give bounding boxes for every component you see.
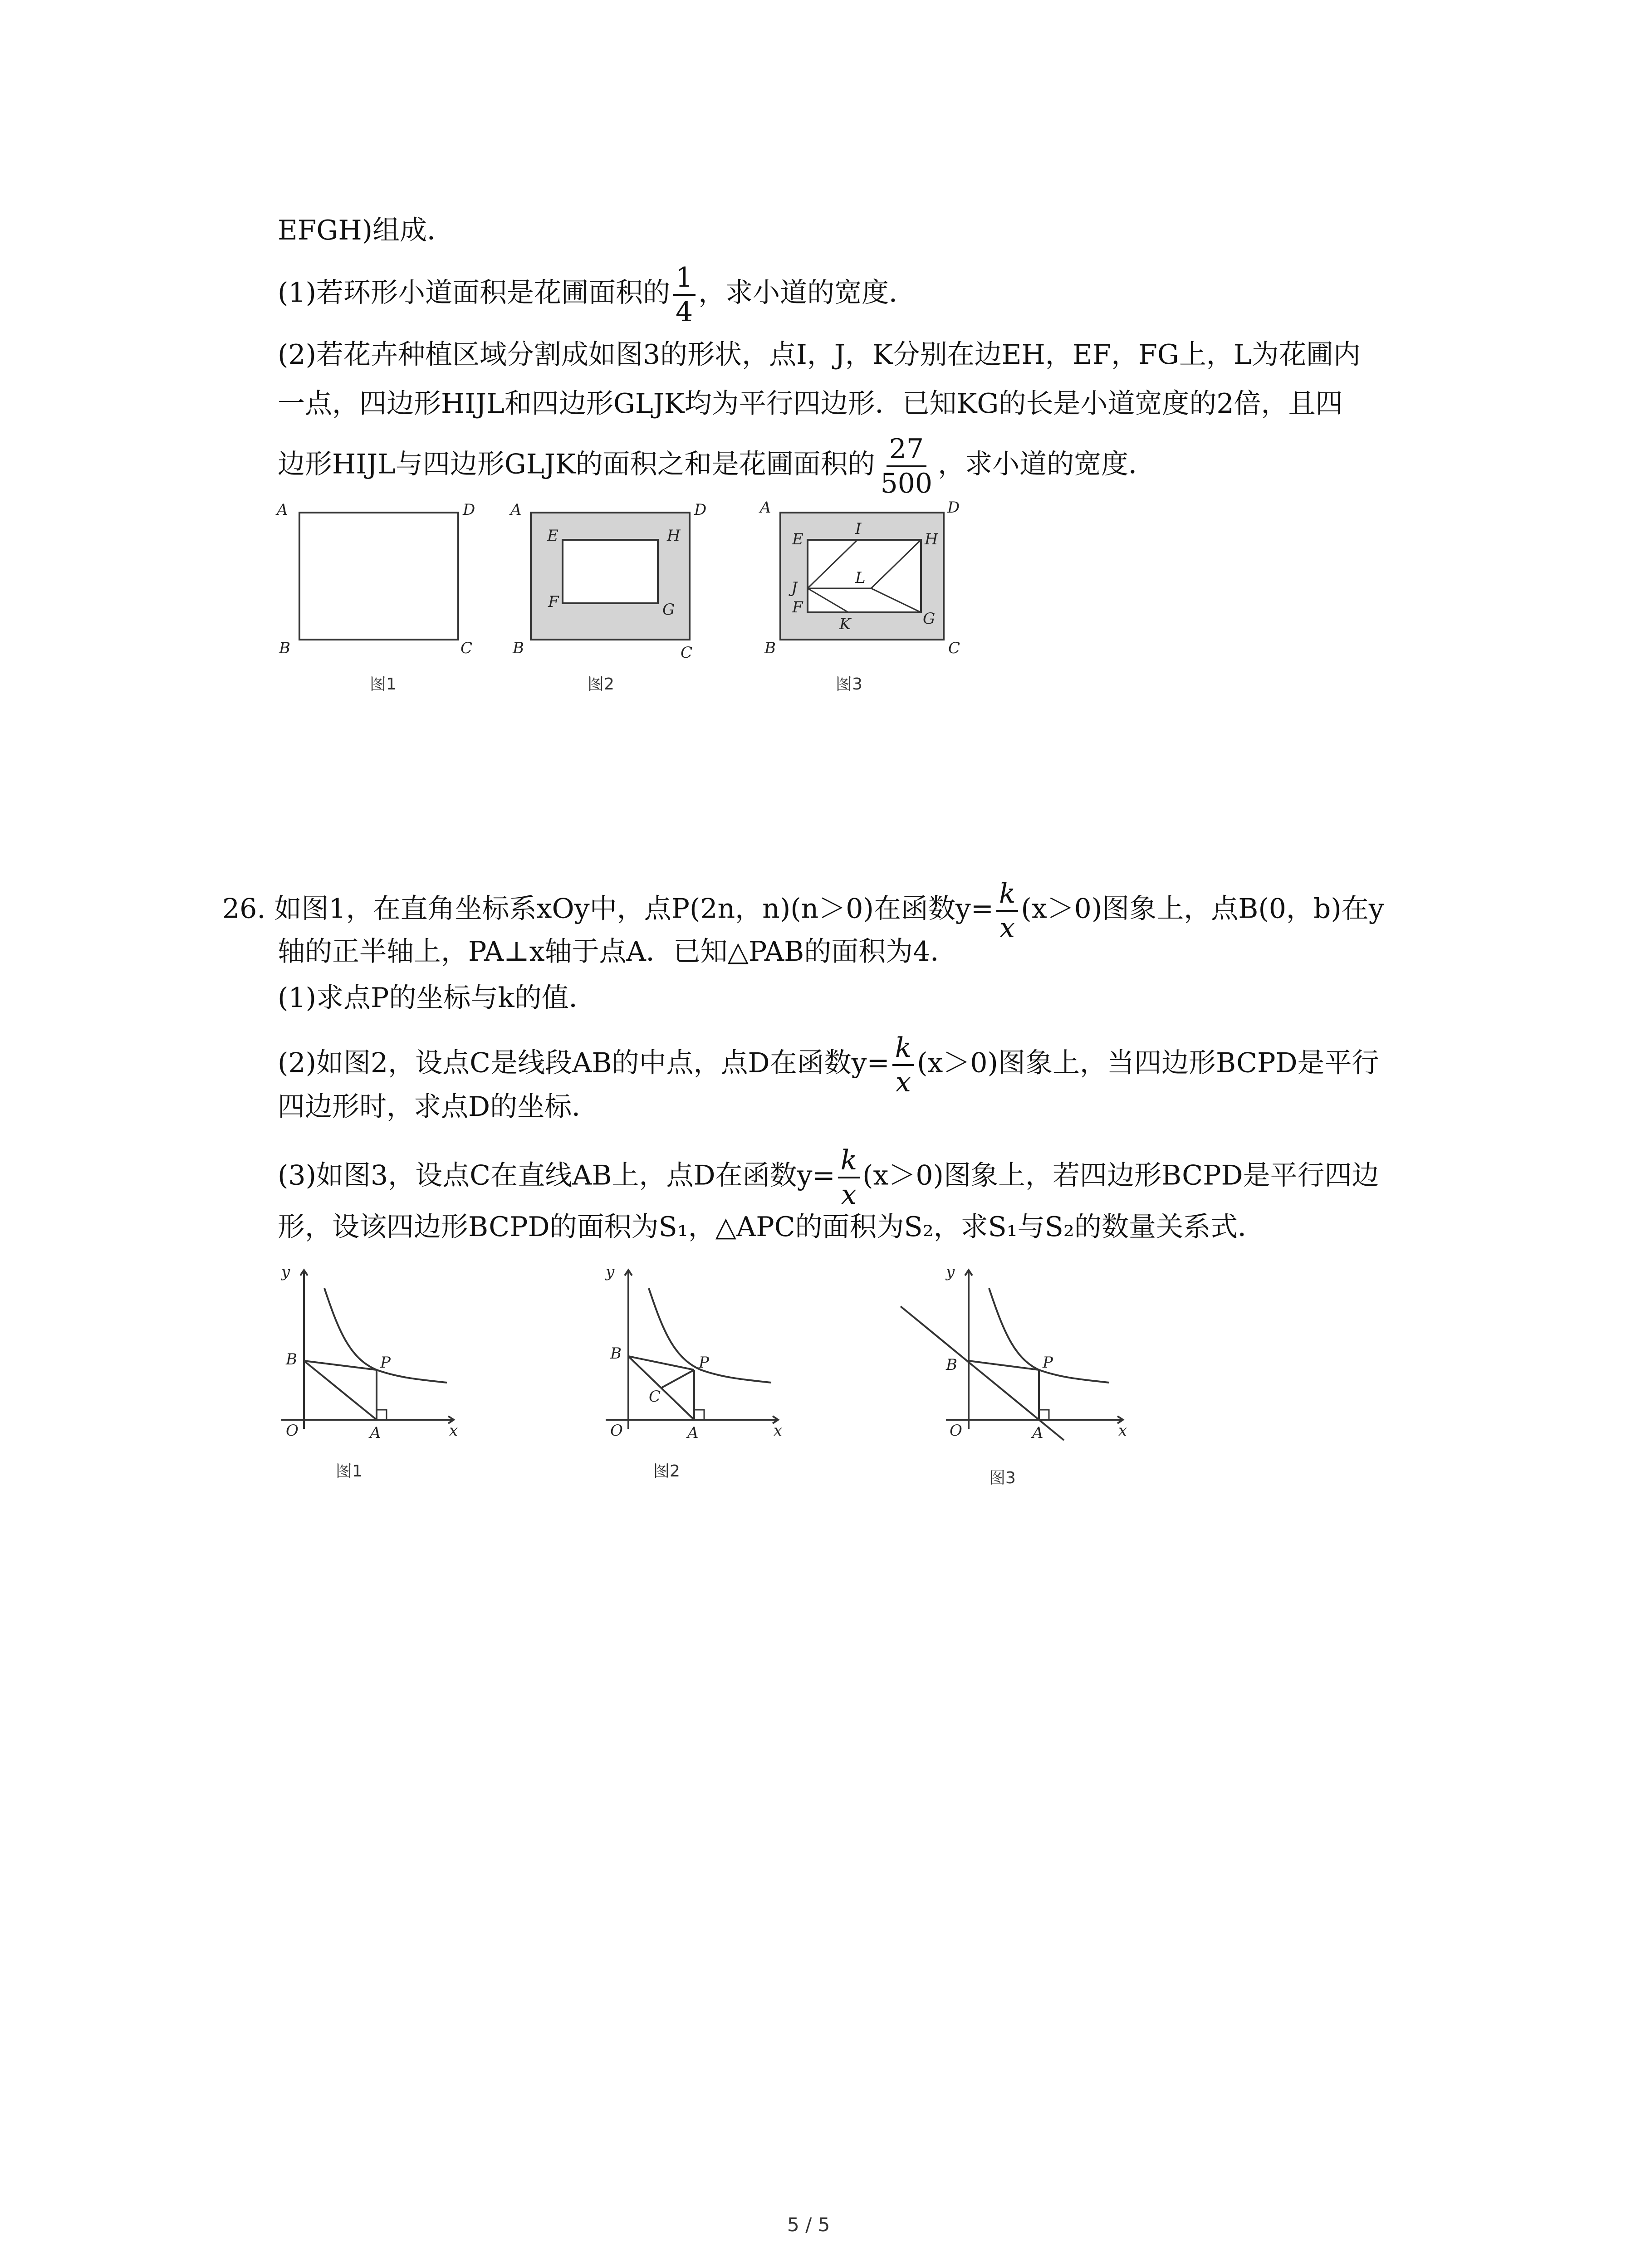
q25-part2-line3-post: ，求小道的宽度． — [938, 448, 1156, 480]
q26-figure2 — [597, 1261, 796, 1452]
label-x: x — [449, 1422, 458, 1440]
fraction-numerator: 1 — [673, 264, 696, 296]
q25-part2-line1-text: (2)若花卉种植区域分割成如图3的形状，点I，J，K分别在边EH，EF，FG上，L为花圃内 — [278, 339, 1361, 371]
label-B: B — [764, 639, 776, 657]
q25-figure1-caption: 图1 — [370, 675, 397, 694]
q25-part2-line3-pre: 边形HIJL与四边形GLJK的面积之和是花圃面积的 — [278, 448, 875, 480]
label-P: P — [699, 1354, 709, 1372]
q25-figure3-caption: 图3 — [836, 675, 862, 694]
label-B: B — [279, 639, 290, 657]
label-D: D — [947, 499, 960, 517]
q26-line1-post: (x＞0)图象上，点B(0，b)在y — [1021, 893, 1384, 925]
label-F: F — [792, 598, 803, 616]
q26-part3-line2 — [278, 1209, 1265, 1245]
label-B: B — [946, 1356, 957, 1374]
q25-line0 — [278, 212, 454, 249]
label-G: G — [662, 601, 675, 619]
label-E: E — [547, 527, 558, 545]
q25-part2-line3 — [278, 435, 1156, 497]
label-C: C — [948, 639, 960, 657]
q25-part2-line2 — [278, 386, 1343, 422]
label-B: B — [513, 639, 524, 657]
label-C: C — [681, 644, 693, 662]
q26-part2 — [278, 1034, 1379, 1096]
fraction-denominator: x — [896, 1066, 911, 1098]
label-O: O — [610, 1422, 623, 1440]
q25-figure2-caption: 图2 — [588, 675, 614, 694]
label-P: P — [380, 1354, 391, 1372]
label-A: A — [687, 1424, 699, 1442]
label-C: C — [649, 1388, 661, 1406]
label-x: x — [774, 1422, 783, 1440]
label-A: A — [1032, 1424, 1043, 1442]
q25-part1-post: ，求小道的宽度． — [698, 277, 916, 309]
label-D: D — [694, 501, 707, 519]
q25-part1-pre: (1)若环形小道面积是花圃面积的 — [278, 277, 670, 309]
q26-figure3 — [896, 1261, 1141, 1452]
q26-part2-pre: (2)如图2，设点C是线段AB的中点，点D在函数y= — [278, 1047, 890, 1079]
fraction-denominator: 500 — [880, 468, 933, 499]
q26-part2-post: (x＞0)图象上，当四边形BCPD是平行 — [917, 1047, 1379, 1079]
q25-figure1 — [272, 490, 481, 671]
fraction-numerator: 27 — [887, 435, 926, 467]
q26-part2-line2-text: 四边形时，求点D的坐标． — [278, 1091, 599, 1123]
q26-part3-post: (x＞0)图象上，若四边形BCPD是平行四边 — [862, 1159, 1379, 1192]
q26-part1 — [278, 980, 596, 1016]
label-F: F — [548, 593, 559, 611]
label-C: C — [460, 639, 473, 657]
label-A: A — [370, 1424, 381, 1442]
fraction-numerator: k — [838, 1147, 860, 1178]
label-y: y — [946, 1263, 955, 1281]
label-y: y — [281, 1263, 290, 1281]
label-H: H — [925, 530, 938, 548]
label-y: y — [606, 1263, 615, 1281]
fraction-numerator: k — [996, 880, 1018, 912]
q26-part3 — [278, 1144, 1379, 1211]
fraction-denominator: 4 — [676, 296, 693, 328]
q25-part2-line2-text: 一点，四边形HIJL和四边形GLJK均为平行四边形．已知KG的长是小道宽度的2倍，且四 — [278, 388, 1343, 420]
q26-part1-text: (1)求点P的坐标与k的值． — [278, 982, 596, 1014]
q26-figure1-caption: 图1 — [336, 1462, 362, 1481]
label-L: L — [855, 569, 866, 587]
label-A: A — [510, 501, 522, 519]
q26-part3-fraction — [838, 1144, 860, 1211]
fraction-denominator: x — [841, 1179, 857, 1211]
q26-figure1 — [272, 1261, 472, 1452]
label-K: K — [839, 615, 851, 633]
label-D: D — [463, 501, 475, 519]
q25-line0-text: EFGH)组成． — [278, 215, 455, 246]
q26-part3-pre: (3)如图3，设点C在直线AB上，点D在函数y= — [278, 1159, 835, 1192]
page-number: 5 / 5 — [787, 2214, 830, 2236]
label-H: H — [667, 527, 681, 545]
q25-part1-fraction — [673, 264, 696, 326]
q25-part2-line1 — [278, 337, 1361, 373]
label-x: x — [1118, 1422, 1127, 1440]
q25-figure2 — [504, 490, 721, 671]
q26-line1-pre: 26. 如图1，在直角坐标系xOy中，点P(2n，n)(n＞0)在函数y= — [222, 893, 994, 925]
label-P: P — [1043, 1354, 1053, 1372]
q26-part2-fraction — [892, 1034, 914, 1096]
q26-line2-text: 轴的正半轴上，PA⊥x轴于点A．已知△PAB的面积为4． — [278, 936, 958, 968]
label-E: E — [792, 530, 803, 548]
q26-line1 — [222, 880, 1384, 942]
label-B: B — [286, 1350, 297, 1369]
label-B: B — [610, 1344, 622, 1363]
q26-part3-line2-text: 形，设该四边形BCPD的面积为S₁，△APC的面积为S₂，求S₁与S₂的数量关系式． — [278, 1211, 1265, 1243]
label-I: I — [855, 520, 862, 538]
q26-figure2-caption: 图2 — [653, 1462, 680, 1481]
label-J: J — [791, 579, 798, 597]
fraction-numerator: k — [892, 1034, 914, 1066]
label-G: G — [923, 610, 936, 628]
label-O: O — [950, 1422, 962, 1440]
q26-part2-line2 — [278, 1089, 599, 1125]
q26-fraction-k-over-x — [996, 880, 1018, 942]
q25-part1 — [278, 264, 916, 326]
q26-line2 — [278, 934, 957, 970]
q26-figure3-caption: 图3 — [989, 1469, 1016, 1487]
fraction-denominator: x — [999, 912, 1015, 944]
label-A: A — [760, 499, 771, 517]
q25-figure3 — [753, 488, 980, 669]
label-O: O — [286, 1422, 299, 1440]
label-A: A — [277, 501, 288, 519]
